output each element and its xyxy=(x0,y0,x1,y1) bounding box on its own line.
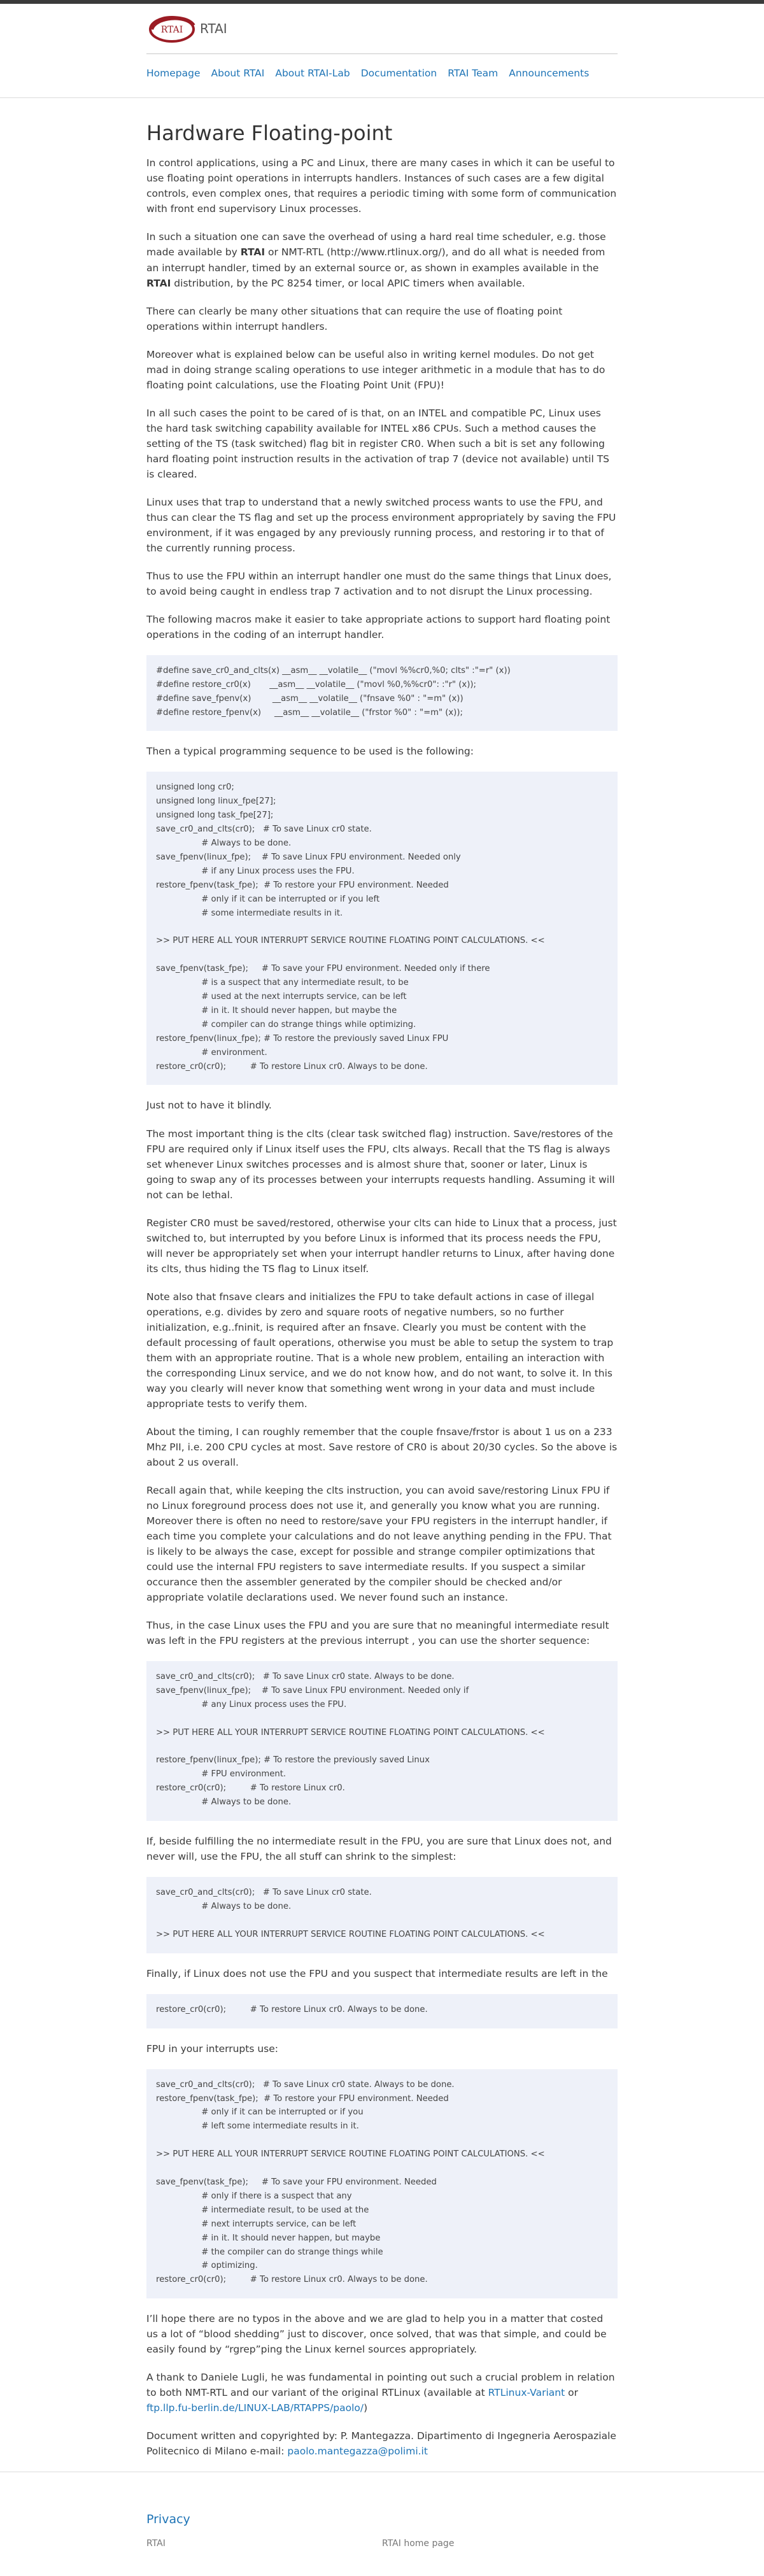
brand[interactable] xyxy=(146,9,618,48)
nav-homepage[interactable]: Homepage xyxy=(146,67,201,79)
footer-left-text: RTAI xyxy=(146,2538,166,2549)
paragraph: Just not to have it blindly. xyxy=(146,1100,272,1112)
ftp-link[interactable]: ftp.llp.fu-berlin.de/LINUX-LAB/RTAPPS/paolo/ xyxy=(146,2402,364,2414)
paragraph-thanks: A thank to Daniele Lugli, he was fundamental in pointing out such a crucial problem in relation to both NMT-RTL and our variant of the original RTLinux (available at RTLinux-Variant or ftp.llp.fu-berlin.de/LINUX-LAB/RTAPPS/paolo/) xyxy=(146,2372,615,2414)
code-block-macros: #define save_cr0_and_clts(x) __asm__ __volatile__ ("movl %%cr0,%0; clts" :"=r" (x)) #define restore_cr0(x) __asm__ __volatile__ ("movl %0,%%cr0": :"r" (x)); #define save_fpenv(x) __asm__ __volatile__ ("fnsave %0" : "=m" (x)) #define restore_fpenv(x) __asm__ __volatile__ ("frstor %0" : "=m" (x)); xyxy=(146,655,618,732)
svg-text:RTAI: RTAI xyxy=(160,25,183,35)
privacy-link[interactable]: Privacy xyxy=(146,2512,190,2527)
paragraph: Linux uses that trap to understand that a newly switched process wants to use the FPU, and thus can clear the TS flag and set up the process environment appropriately by saving the FPU environment, if it was engaged by any previously running process, and restoring ir to that of the currently running process. xyxy=(146,496,616,554)
code-block-restore: restore_cr0(cr0); # To restore Linux cr0. Always to be done. xyxy=(146,1994,618,2028)
paragraph: The most important thing is the clts (clear task switched flag) instruction. Save/restores of the FPU are required only if Linux itself uses the FPU, clts always. Recall that the TS flag is always set whenever Linux switches processes and is almost shure that, sooner or later, Linux is going to swap any of its processes between your interrupts requests handling. Assuming it will not can be lethal. xyxy=(146,1128,615,1201)
site-footer xyxy=(146,2472,618,2576)
footer-row xyxy=(146,2537,618,2551)
paragraph: Moreover what is explained below can be useful also in writing kernel modules. Do not get mad in doing strange scaling operations to use integer arithmetic in a module that has to do floating point calculations, use the Floating Point Unit (FPU)! xyxy=(146,348,605,391)
nav-rtai-team[interactable]: RTAI Team xyxy=(448,67,499,79)
paragraph: Note also that fnsave clears and initializes the FPU to take default actions in case of illegal operations, e.g. divides by zero and square roots of negative numbers, so no further initialization, e.g..fninit, is required after an fnsave. Clearly you must be content with the default processing of fault operations, otherwise you must be able to setup the system to trap them with an appropriate routine. That is a whole new problem, entailing an interaction with the corresponding Linux service, and we do not know how, and do not want, to solve it. In this way you clearly will never know that something went wrong in your data and must include appropriate tests to verify them. xyxy=(146,1291,614,1410)
paragraph-rtai-overview: In such a situation one can save the overhead of using a hard real time scheduler, e.g. those made available by RTAI or NMT-RTL (http://www.rtlinux.org/), and do all what is needed from an interrupt handler, timed by an external source or, as shown in examples available in the RTAI distribution, by the PC 8254 timer, or local APIC timers when available. xyxy=(146,231,606,289)
paragraph: Finally, if Linux does not use the FPU and you suspect that intermediate results are left in the xyxy=(146,1967,608,1979)
paragraph: About the timing, I can roughly remember that the couple fnsave/frstor is about 1 us on a 233 Mhz PII, i.e. 200 CPU cycles at most. Save restore of CR0 is about 20/30 cycles. So the above is about 2 us overall. xyxy=(146,1426,618,1468)
paragraph: Thus, in the case Linux uses the FPU and you are sure that no meaningful intermediate result was left in the FPU registers at the previous interrupt , you can use the shorter sequence: xyxy=(146,1619,609,1646)
paragraph: If, beside fulfilling the no intermediate result in the FPU, you are sure that Linux does not, and never will, use the FPU, the all stuff can shrink to the simplest: xyxy=(146,1836,612,1863)
rtai-bold: RTAI xyxy=(240,246,265,258)
paragraph: In all such cases the point to be cared of is that, on an INTEL and compatible PC, Linux uses the hard task switching capability available for INTEL x86 CPUs. Such a method causes the setting of the TS (task switched) flag bit in register CR0. When such a bit is set any following hard floating point instruction results in the activation of trap 7 (device not available) until TS is cleared. xyxy=(146,407,610,480)
nav-about-rtai[interactable]: About RTAI xyxy=(211,67,265,79)
code-block-task-fpu: save_cr0_and_clts(cr0); # To save Linux cr0 state. Always to be done. restore_fpenv(task_fpe); # To restore your FPU environment. Needed # only if it can be interrupted or if you # left some intermediate results in it. >> PUT HERE ALL YOUR INTERRUPT SERVICE ROUTINE FLOATING POINT CALCULATIONS. << save_fpenv(task_fpe); # To save your FPU environment. Needed # only if there is a suspect that any # intermediate result, to be used at the # next interrupts service, can be left # in it. It should never happen, but maybe # the compiler can do strange things while # optimizing. restore_cr0(cr0); # To restore Linux cr0. Always to be done. xyxy=(146,2069,618,2299)
paragraph: There can clearly be many other situations that can require the use of floating point operations within interrupt handlers. xyxy=(146,305,563,332)
paragraph: The following macros make it easier to take appropriate actions to support hard floating point operations in the coding of an interrupt handler. xyxy=(146,613,611,640)
paragraph: Thus to use the FPU within an interrupt handler one must do the same things that Linux does, to avoid being caught in endless trap 7 activation and to not disrupt the Linux processing. xyxy=(146,570,612,597)
paragraph: Then a typical programming sequence to be used is the following: xyxy=(146,746,474,758)
email-link[interactable]: paolo.mantegazza@polimi.it xyxy=(287,2445,428,2458)
paragraph: Register CR0 must be saved/restored, otherwise your clts can hide to Linux that a process, just switched to, but interrupted by you before Linux is informed that its process needs the FPU, will never be appropriately set when your interrupt handler returns to Linux, after having done its clts, thus hiding the TS flag to Linux itself. xyxy=(146,1217,617,1275)
page-title: Hardware Floating-point xyxy=(146,121,393,146)
nav-documentation[interactable]: Documentation xyxy=(360,67,437,79)
paragraph-intro: In control applications, using a PC and Linux, there are many cases in which it can be useful to use floating point operations in interrupts handlers. Instances of such cases are a few digital controls, even complex ones, that requires a periodic timing with some form of communication with front end supervisory Linux processes. xyxy=(146,157,617,215)
main-nav xyxy=(146,54,618,87)
code-block-shorter-sequence: save_cr0_and_clts(cr0); # To save Linux cr0 state. Always to be done. save_fpenv(linux_fpe); # To save Linux FPU environment. Needed only if # any Linux process uses the FPU. >> PUT HERE ALL YOUR INTERRUPT SERVICE ROUTINE FLOATING POINT CALCULATIONS. << restore_fpenv(linux_fpe); # To restore the previously saved Linux # FPU environment. restore_cr0(cr0); # To restore Linux cr0. # Always to be done. xyxy=(146,1661,618,1821)
nav-about-rtai-lab[interactable]: About RTAI-Lab xyxy=(275,67,350,79)
site-name: RTAI xyxy=(200,20,227,36)
code-block-typical-sequence: unsigned long cr0; unsigned long linux_fpe[27]; unsigned long task_fpe[27]; save_cr0_and_clts(cr0); # To save Linux cr0 state. # Always to be done. save_fpenv(linux_fpe); # To save Linux FPU environment. Needed only # if any Linux process uses the FPU. restore_fpenv(task_fpe); # To restore your FPU environment. Needed # only if it can be interrupted or if you left # some intermediate results in it. >> PUT HERE ALL YOUR INTERRUPT SERVICE ROUTINE FLOATING POINT CALCULATIONS. << save_fpenv(task_fpe); # To save your FPU environment. Needed only if there # is a suspect that any intermediate result, to be # used at the next interrupts service, can be left # in it. It should never happen, but maybe the # compiler can do strange things while optimizing. restore_fpenv(linux_fpe); # To restore the previously saved Linux FPU # environment. restore_cr0(cr0); # To restore Linux cr0. Always to be done. xyxy=(146,772,618,1085)
rtai-logo-icon xyxy=(146,10,196,47)
paragraph: Recall again that, while keeping the clts instruction, you can avoid save/restoring Linux FPU if no Linux foreground process does not use it, and generally you know what you are running. Moreover there is often no need to restore/save your FPU registers in the interrupt handler, if each time you complete your calculations and do not leave anything pending in the FPU. That is likely to be always the case, except for possible and strange compiler optimizations that could use the internal FPU registers to save intermediate results. If you suspect a similar occurance then the assembler generated by the compiler should be checked and/or appropriate volatile declarations used. We never found such an instance. xyxy=(146,1484,612,1603)
site-header xyxy=(146,4,618,87)
rtlinux-variant-link[interactable]: RTLinux-Variant xyxy=(488,2387,565,2399)
nav-announcements[interactable]: Announcements xyxy=(509,67,590,79)
article xyxy=(146,98,618,2459)
code-block-simplest: save_cr0_and_clts(cr0); # To save Linux cr0 state. # Always to be done. >> PUT HERE ALL YOUR INTERRUPT SERVICE ROUTINE FLOATING POINT CALCULATIONS. << xyxy=(146,1877,618,1953)
paragraph: I’ll hope there are no typos in the above and we are glad to help you in a matter that costed us a lot of “blood shedding” just to discover, once solved, that was that simple, and could be easily found by “rgrep”ping the Linux kernel sources appropriately. xyxy=(146,2313,607,2356)
paragraph-copyright: Document written and copyrighted by: P. Mantegazza. Dipartimento di Ingegneria Aerospaziale Politecnico di Milano e-mail: paolo.mantegazza@polimi.it xyxy=(146,2430,616,2458)
footer-right-text: RTAI home page xyxy=(382,2538,455,2549)
rtai-bold: RTAI xyxy=(146,277,171,289)
paragraph: FPU in your interrupts use: xyxy=(146,2042,278,2055)
